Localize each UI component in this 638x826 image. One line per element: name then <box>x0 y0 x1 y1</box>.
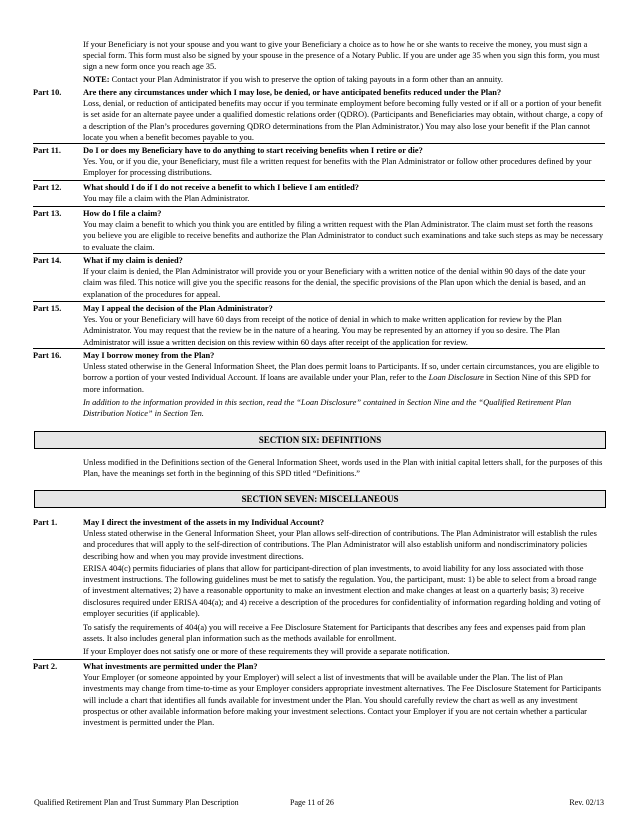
part-10-answer: Loss, denial, or reduction of anticipated benefits may occur if you terminate employment before becoming fully vested or if all or a portion of your benefit is set aside for an alternate payee under a qualified domestic relations order (QDRO). (Participants and Beneficiaries may obtain, without charge, a copy of a description of the Plan’s procedures governing QDRO determinations from the Plan Administrator.) You may also lose your benefit if the Plan cannot locate you when a benefit becomes payable to you. <box>83 99 603 142</box>
part-13-label: Part 13. <box>33 209 62 218</box>
part-15-answer: Yes. You or your Beneficiary will have 60 days from receipt of the notice of denial in which to make written application for review by the Plan Administrator. You may request that the review be in the nature of a hearing. You may be represented by an attorney if you so desire. The Plan Administrator will issue a written decision on this review within 60 days after receipt of the application for review. <box>83 315 562 347</box>
part-10-block <box>83 87 603 143</box>
part-15-question: May I appeal the decision of the Plan Administrator? <box>83 304 273 313</box>
divider <box>33 301 605 302</box>
s7-part-2-text: Your Employer (or someone appointed by your Employer) will select a list of investments that will be available under the Plan. The list of Plan investments may change from time-to-time as your Employer considers appropriate investment alternatives. The Fee Disclosure Statement for Participants will include a chart that identifies all funds available for investment under the Plan. You should carefully review the chart as well as any investment prospectus or other available information before making your investment selections. Contact your Employer if you are not certain whether a particular investment is permitted under the Plan. <box>83 673 602 728</box>
divider <box>33 253 605 254</box>
part-15-label: Part 15. <box>33 304 62 313</box>
part-12-answer: You may file a claim with the Plan Administrator. <box>83 194 250 204</box>
note-text: Contact your Plan Administrator if you wish to preserve the option of taking payouts in a form other than an annuity. <box>111 75 504 84</box>
notification-paragraph: If your Employer does not satisfy one or more of these requirements they will provide a separate notification. <box>83 647 450 656</box>
part-14-block <box>83 255 603 300</box>
s7-part-1-question: May I direct the investment of the assets in my Individual Account? <box>83 518 325 527</box>
divider <box>33 180 605 181</box>
part-10-label: Part 10. <box>33 88 62 97</box>
part-12-question: What should I do if I do not receive a benefit to which I believe I am entitled? <box>83 183 359 192</box>
part-14-answer: If your claim is denied, the Plan Administrator will provide you or your Beneficiary with a written notice of the denial within 90 days of the date your claim was filed. This notice will give you the specific reasons for the denial, the specific provisions of the Plan upon which the denial is based, and an explanation of the procedures for appeal. <box>83 267 586 299</box>
footer-page-number: Page 11 of 26 <box>290 798 334 807</box>
part-14-question: What if my claim is denied? <box>83 256 183 265</box>
beneficiary-paragraph: If your Beneficiary is not your spouse and you want to give your Beneficiary a choice as to how he or she wants to receive the money, you must sign a special form. This form must also be signed by your spouse in the presence of a Notary Public. If you are under age 35 when you sign this form, you must sign a new form once you reach age 35. <box>83 40 600 72</box>
section-seven-heading: SECTION SEVEN: MISCELLANEOUS <box>34 490 606 508</box>
part-12-label: Part 12. <box>33 183 62 192</box>
part-16-note: In addition to the information provided in this section, read the “Loan Disclosure” contained in Section Nine and the “Qualified Retirement Plan Distribution Notice” in Section Ten. <box>83 398 572 419</box>
part-11-question: Do I or does my Beneficiary have to do anything to start receiving benefits when I retire or die? <box>83 146 423 155</box>
s7-part-2-block <box>83 661 603 728</box>
part-13-question: How do I file a claim? <box>83 209 162 218</box>
note-paragraph <box>83 74 603 85</box>
divider <box>33 348 605 349</box>
footer-title: Qualified Retirement Plan and Trust Summary Plan Description <box>34 798 239 807</box>
part-11-block <box>83 145 603 179</box>
part-16-block <box>83 350 603 395</box>
part-15-block <box>83 303 603 348</box>
definitions-paragraph: Unless modified in the Definitions section of the General Information Sheet, words used in the Plan with initial capital letters shall, for the purposes of this Plan, have the meanings set forth in the beginning of this SPD titled “Definitions.” <box>83 458 603 479</box>
s7-part-1-block <box>83 517 603 562</box>
footer-revision: Rev. 02/13 <box>569 798 604 807</box>
divider <box>33 143 605 144</box>
part-13-block <box>83 208 603 253</box>
part-12-block <box>83 182 603 204</box>
part-16-answer-c: in Section Nine of this SPD for more information. <box>83 373 591 394</box>
loan-disclosure-ref: Loan Disclosure <box>428 373 484 383</box>
fee-disclosure-paragraph: To satisfy the requirements of 404(a) you will receive a Fee Disclosure Statement for Participants that describes any fees and expenses paid from plan assets. It also includes general plan information such as the methods available for enrollment. <box>83 623 586 644</box>
part-14-label: Part 14. <box>33 256 62 265</box>
part-16-question: May I borrow money from the Plan? <box>83 351 215 360</box>
divider <box>33 206 605 207</box>
erisa-paragraph: ERISA 404(c) permits fiduciaries of plans that allow for participant-direction of plan investments, to avoid liability for any loss associated with those investment instructions. The following guidelines must be met to satisfy the regulation. You, the participant, must: 1) be able to select from a broad range of investment alternatives; 2) have a reasonable opportunity to make an investment election and make changes at least on a quarterly basis; 3) receive disclosures required under ERISA 404(a); and 4) receive a description of the procedures for confidentiality of information regarding holding and voting of employer securities (if applicable). <box>83 564 601 618</box>
part-11-answer: Yes. You, or if you die, your Beneficiary, must file a written request for benefits with the Plan Administrator or follow other procedures defined by your Employer for processing distributions. <box>83 157 592 178</box>
s7-part-2-label: Part 2. <box>33 662 58 671</box>
part-11-label: Part 11. <box>33 146 61 155</box>
divider <box>33 659 605 660</box>
part-16-answer-a: Unless stated otherwise in the General Information Sheet, the Plan does permit loans to Participants. If so, under certain circumstances, you are eligible to borrow a portion of your vested Individual Account. If loans are available under your Plan, refer to the <box>83 362 600 383</box>
s7-part-2-question: What investments are permitted under the Plan? <box>83 662 258 671</box>
section-six-heading: SECTION SIX: DEFINITIONS <box>34 431 606 449</box>
part-13-answer: You may claim a benefit to which you think you are entitled by filing a written request with the Plan Administrator. The claim must set forth the reasons you believe you are eligible to receive benefits and authorize the Plan Administrator to conduct such examinations and take such steps as may be necessary to evaluate the claim. <box>83 220 604 252</box>
part-16-label: Part 16. <box>33 351 62 360</box>
s7-part-1-label: Part 1. <box>33 518 58 527</box>
s7-part-1-p1: Unless stated otherwise in the General Information Sheet, your Plan allows self-direction of contributions. The Plan Administrator will establish the rules and procedures that will apply to the self-direction of contributions. The Plan Administrator will also establish uniform and nondiscriminatory policies describing how and when you may provide investment directions. <box>83 529 597 561</box>
note-label: NOTE: <box>83 75 110 84</box>
part-10-question: Are there any circumstances under which I may lose, be denied, or have anticipated benefits reduced under the Plan? <box>83 88 502 97</box>
